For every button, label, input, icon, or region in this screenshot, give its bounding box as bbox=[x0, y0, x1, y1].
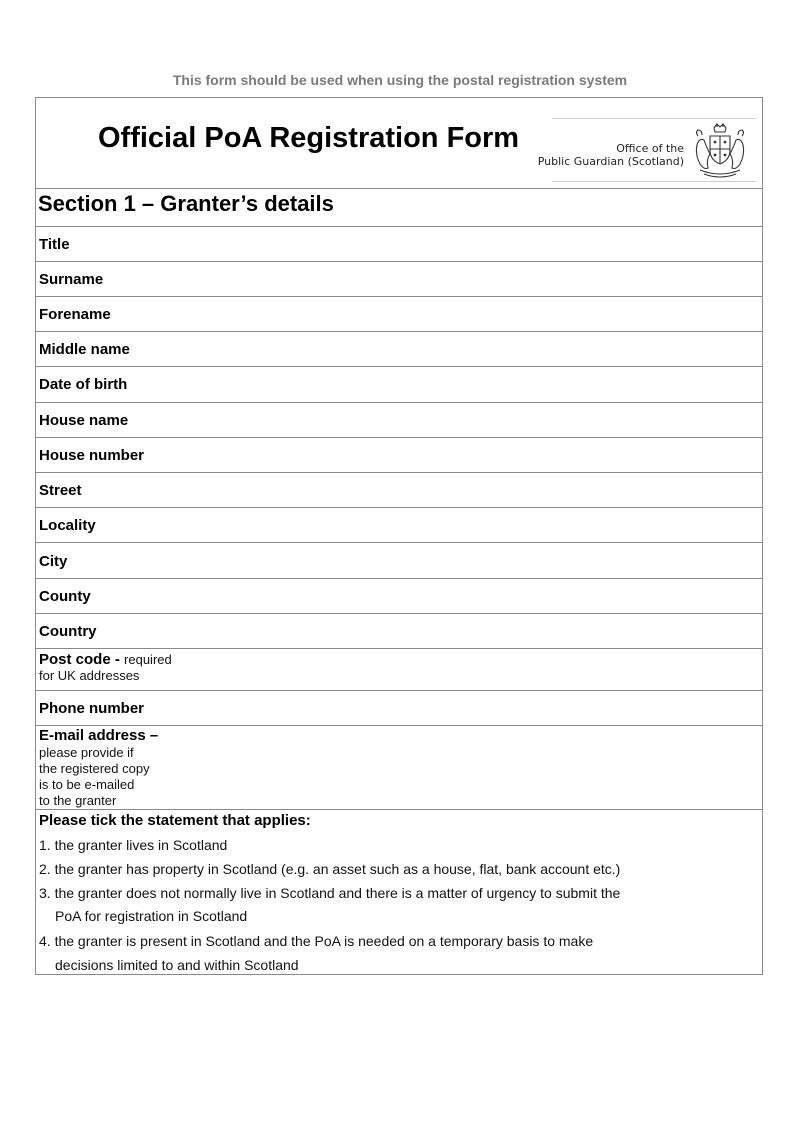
street-label: Street bbox=[39, 482, 82, 499]
country-label: Country bbox=[39, 623, 97, 640]
post-code-label-text: Post code - bbox=[39, 651, 120, 668]
residence-statements bbox=[36, 809, 762, 974]
form-header bbox=[36, 98, 762, 188]
surname-label: Surname bbox=[39, 271, 104, 288]
logo-text-line2: Public Guardian (Scotland) bbox=[537, 155, 684, 168]
royal-crest-icon bbox=[690, 122, 750, 180]
house-number-field[interactable] bbox=[36, 437, 762, 472]
phone-number-label: Phone number bbox=[39, 700, 145, 717]
email-note: please provide if the registered copy is to be e-mailed to the granter bbox=[39, 745, 150, 808]
postal-notice: This form should be used when using the postal registration system bbox=[172, 72, 628, 88]
post-code-label bbox=[39, 651, 172, 668]
house-number-label: House number bbox=[39, 447, 145, 464]
email-label: E-mail address – bbox=[39, 727, 159, 744]
forename-label: Forename bbox=[39, 306, 111, 323]
registration-form bbox=[35, 97, 763, 975]
house-name-label: House name bbox=[39, 412, 129, 429]
county-label: County bbox=[39, 588, 91, 605]
street-field[interactable] bbox=[36, 472, 762, 507]
city-label: City bbox=[39, 553, 68, 570]
statement-3[interactable]: 3. the granter does not normally live in Scotland and there is a matter of urgency to submit the bbox=[39, 885, 621, 901]
opg-logo bbox=[537, 118, 756, 182]
county-field[interactable] bbox=[36, 578, 762, 613]
post-code-note: required bbox=[124, 652, 172, 667]
statement-1[interactable]: 1. the granter lives in Scotland bbox=[39, 837, 228, 853]
post-code-field[interactable] bbox=[36, 648, 762, 690]
post-code-note-line2: for UK addresses bbox=[39, 668, 140, 683]
locality-label: Locality bbox=[39, 517, 96, 534]
surname-field[interactable] bbox=[36, 261, 762, 296]
title-label: Title bbox=[39, 236, 70, 253]
forename-field[interactable] bbox=[36, 296, 762, 331]
section-title: Section 1 – Granter’s details bbox=[38, 191, 334, 216]
phone-number-field[interactable] bbox=[36, 690, 762, 725]
title-field[interactable] bbox=[36, 226, 762, 261]
middle-name-field[interactable] bbox=[36, 331, 762, 366]
locality-field[interactable] bbox=[36, 507, 762, 542]
house-name-field[interactable] bbox=[36, 402, 762, 437]
country-field[interactable] bbox=[36, 613, 762, 648]
logo-text-line1: Office of the bbox=[616, 142, 684, 155]
date-of-birth-field[interactable] bbox=[36, 366, 762, 402]
statement-2[interactable]: 2. the granter has property in Scotland (e.g. an asset such as a house, flat, bank account etc.) bbox=[39, 861, 621, 877]
email-field[interactable] bbox=[36, 725, 762, 809]
statements-heading: Please tick the statement that applies: bbox=[39, 812, 311, 829]
city-field[interactable] bbox=[36, 542, 762, 578]
section-1-header bbox=[36, 188, 762, 226]
form-title: Official PoA Registration Form bbox=[98, 122, 520, 154]
date-of-birth-label: Date of birth bbox=[39, 376, 128, 393]
statement-4[interactable]: 4. the granter is present in Scotland and the PoA is needed on a temporary basis to make bbox=[39, 933, 594, 949]
statement-4-continued: decisions limited to and within Scotland bbox=[55, 957, 299, 973]
middle-name-label: Middle name bbox=[39, 341, 130, 358]
statement-3-continued: PoA for registration in Scotland bbox=[55, 908, 248, 924]
